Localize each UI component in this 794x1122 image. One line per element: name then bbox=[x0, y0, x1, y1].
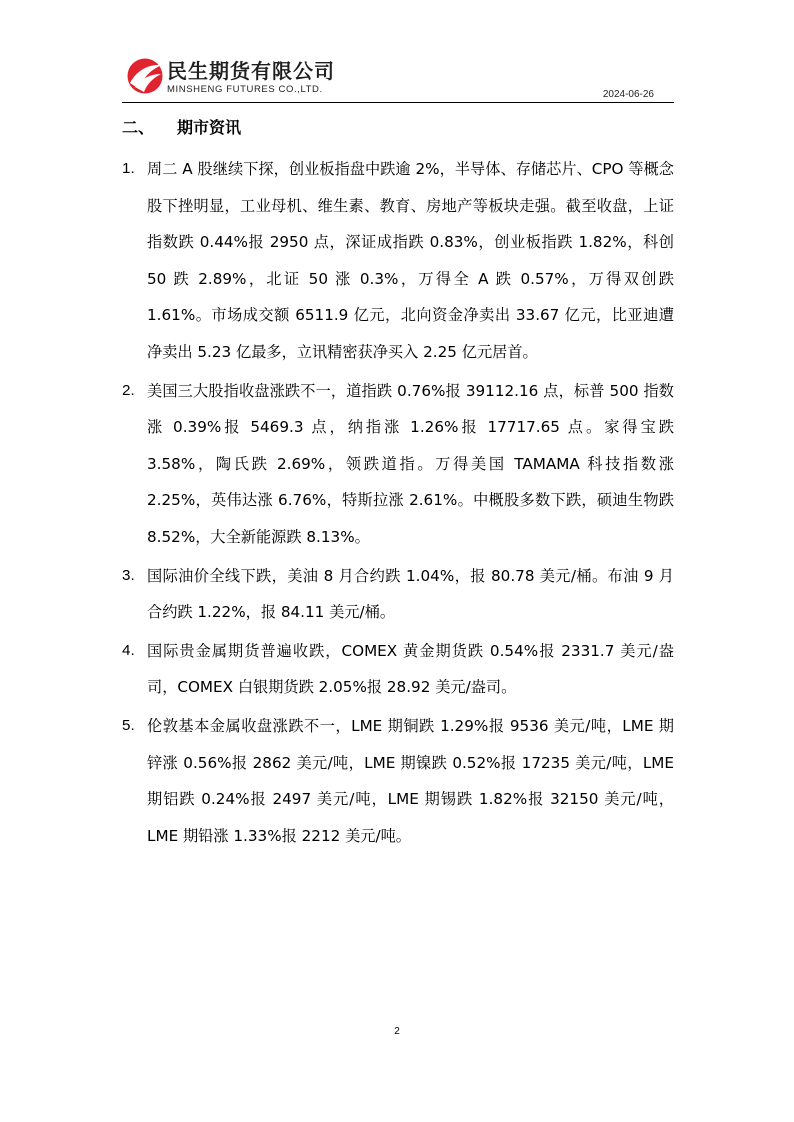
company-name-en: MINSHENG FUTURES CO.,LTD. bbox=[167, 84, 323, 95]
section-title: 期市资讯 bbox=[177, 118, 242, 137]
report-date: 2024-06-26 bbox=[602, 89, 654, 100]
news-item-text: 伦敦基本金属收盘涨跌不一，LME 期铜跌 1.29%报 9536 美元/吨，LME 期锌涨 0.56%报 2862 美元/吨，LME 期镍跌 0.52%报 17235 美元/吨，LME 期铝跌 0.24%报 2497 美元/吨，LME 期锡跌 1.82%报 32150 美元/吨，LME 期铅涨 1.33%报 2212 美元/吨。 bbox=[147, 716, 674, 845]
section-heading bbox=[122, 115, 241, 138]
news-item-text: 国际油价全线下跌，美油 8 月合约跌 1.04%，报 80.78 美元/桶。布油 9 月合约跌 1.22%，报 84.11 美元/桶。 bbox=[147, 566, 674, 622]
news-list bbox=[122, 151, 674, 856]
news-item-number: 2. bbox=[122, 381, 135, 399]
news-item bbox=[122, 708, 674, 854]
minsheng-logo-icon bbox=[125, 56, 165, 96]
company-name-cn: 民生期货有限公司 bbox=[167, 59, 335, 83]
section-number: 二、 bbox=[122, 118, 155, 137]
news-item bbox=[122, 373, 674, 556]
news-item-text: 美国三大股指收盘涨跌不一，道指跌 0.76%报 39112.16 点，标普 500 指数涨 0.39%报 5469.3 点，纳指涨 1.26%报 17717.65 点。家得宝跌 3.58%，陶氏跌 2.69%，领跌道指。万得美国 TAMAMA 科技指数涨 2.25%，英伟达涨 6.76%，特斯拉涨 2.61%。中概股多数下跌，硕迪生物跌 8.52%，大全新能源跌 8.13%。 bbox=[147, 381, 674, 546]
page-header bbox=[122, 52, 674, 104]
news-item bbox=[122, 558, 674, 631]
news-item-number: 5. bbox=[122, 716, 135, 734]
news-item-text: 国际贵金属期货普遍收跌，COMEX 黄金期货跌 0.54%报 2331.7 美元/盎司，COMEX 白银期货跌 2.05%报 28.92 美元/盎司。 bbox=[147, 641, 674, 697]
news-item-number: 3. bbox=[122, 566, 135, 584]
news-item bbox=[122, 633, 674, 706]
news-item-number: 4. bbox=[122, 641, 135, 659]
news-item-number: 1. bbox=[122, 160, 135, 177]
header-divider bbox=[122, 102, 674, 103]
news-item bbox=[122, 151, 674, 371]
news-item-text: 周二 A 股继续下探，创业板指盘中跌逾 2%，半导体、存储芯片、CPO 等概念股下挫明显，工业母机、维生素、教育、房地产等板块走强。截至收盘，上证指数跌 0.44%报 2950 点，深证成指跌 0.83%，创业板指跌 1.82%，科创 50 跌 2.89%，北证 50 涨 0.3%，万得全 A 跌 0.57%，万得双创跌 1.61%。市场成交额 6511.9 亿元，北向资金净卖出 33.67 亿元，比亚迪遭净卖出 5.23 亿最多，立讯精密获净买入 2.25 亿元居首。 bbox=[147, 160, 674, 361]
page-number: 2 bbox=[394, 1026, 400, 1037]
